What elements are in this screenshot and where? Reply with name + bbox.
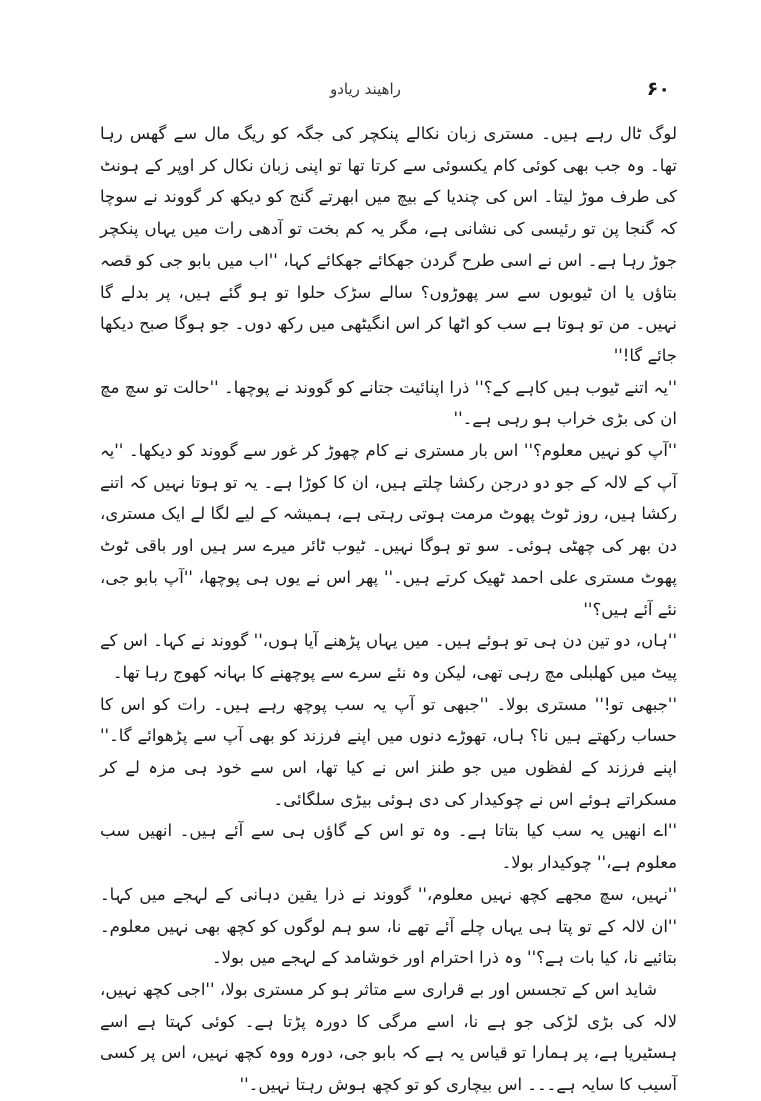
paragraph: ''آپ کو نہیں معلوم؟'' اس بار مستری نے کام چھوڑ کر غور سے گووند کو دیکھا۔ ''یہ آپ کے لالہ کے جو دو درجن رکشا چلتے ہیں، ان کا کوڑا ہے۔ یہ تو ہوتا نہیں کہ اتنے رکشا ہیں، روز ٹوٹ پھوٹ مرمت ہوتی رہتی ہے، ہمیشہ کے لیے لگا لے ایک مستری، دن بھر کی چھٹی ہوئی۔ سو تو ہوگا نہیں۔ ٹیوب ٹائر میرے سر ہیں اور باقی ٹوٹ پھوٹ مستری علی احمد ٹھیک کرتے ہیں۔'' پھر اس نے یوں ہی پوچھا، ''آپ بابو جی، نئے آئے ہیں؟'' xyxy=(100,441,677,619)
page-number: ۶۰ xyxy=(646,78,670,100)
paragraph: ''جبھی تو!'' مستری بولا۔ ''جبھی تو آپ یہ سب پوچھ رہے ہیں۔ رات کو اس کا حساب رکھتے ہیں نا؟ ہاں، تھوڑے دنوں میں اپنے فرزند کو بھی آپ سے پڑھوائے گا۔'' اپنے فرزند کے لفظوں میں جو طنز اس نے کیا تھا، اس سے خود ہی مزہ لے کر مسکراتے ہوئے اس نے چوکیدار کی دی ہوئی بیڑی سلگائی۔ xyxy=(100,694,677,809)
page-body xyxy=(100,118,677,1101)
paragraph: ''اے انھیں یہ سب کیا بتاتا ہے۔ وہ تو اس کے گاؤں ہی سے آئے ہیں۔ انھیں سب معلوم ہے،'' چوکیدار بولا۔ xyxy=(100,821,677,873)
page-header xyxy=(330,74,670,104)
paragraph: ''ہاں، دو تین دن ہی تو ہوئے ہیں۔ میں یہاں پڑھنے آیا ہوں،'' گووند نے کہا۔ اس کے پیٹ میں کھلبلی مچ رہی تھی، لیکن وہ نئے سرے سے پوچھنے کا بہانہ کھوج رہا تھا۔ xyxy=(100,631,677,682)
paragraph: ''یہ اتنے ٹیوب ہیں کاہے کے؟'' ذرا اپنائیت جتانے کو گووند نے پوچھا۔ ''حالت تو سچ مچ ان کی بڑی خراب ہو رہی ہے۔'' xyxy=(100,377,677,429)
paragraph: شاید اس کے تجسس اور بے قراری سے متاثر ہو کر مستری بولا، ''اجی کچھ نہیں، لالہ کی بڑی لڑکی جو ہے نا، اسے مرگی کا دورہ پڑتا ہے۔ کوئی کہتا ہے اسے ہسٹیریا ہے، پر ہمارا تو قیاس یہ ہے کہ بابو جی، دورہ ووہ کچھ نہیں، اس پر کسی آسیب کا سایہ ہے۔۔۔ اس بیچاری کو تو کچھ ہوش رہتا نہیں۔'' xyxy=(100,979,677,1095)
running-title: راھیند ریادو xyxy=(330,80,401,98)
paragraph: لوگ ٹال رہے ہیں۔ مستری زبان نکالے پنکچر کی جگہ کو ریگ مال سے گھس رہا تھا۔ وہ جب بھی کوئی کام یکسوئی سے کرتا تھا تو اپنی زبان نکال کر اوپر کے ہونٹ کی طرف موڑ لیتا۔ اس کی چندیا کے بیچ میں ابھرتے گنج کو دیکھ کر گووند نے سوچا کہ گنجا پن تو رئیسی کی نشانی ہے، مگر یہ کم بخت تو آدھی رات میں یہاں پنکچر جوڑ رہا ہے۔ اس نے اسی طرح گردن جھکائے جھکائے کہا، ''اب میں بابو جی کو قصہ بتاؤں یا ان ٹیوبوں سے سر پھوڑوں؟ سالے سڑک حلوا تو ہو گئے ہیں، پر بدلے گا نہیں۔ من تو ہوتا ہے سب کو اٹھا کر اس انگیٹھی میں رکھ دوں۔ جو ہوگا صبح دیکھا جائے گا!'' xyxy=(100,124,677,365)
paragraph: ''نہیں، سچ مجھے کچھ نہیں معلوم،'' گووند نے ذرا یقین دہانی کے لہجے میں کہا۔ ''ان لالہ کے تو پتا ہی یہاں چلے آئے تھے نا، سو ہم لوگوں کو کچھ بھی نہیں معلوم۔ بتائیے نا، کیا بات ہے؟'' وہ ذرا احترام اور خوشامد کے لہجے میں بولا۔ xyxy=(100,884,677,968)
